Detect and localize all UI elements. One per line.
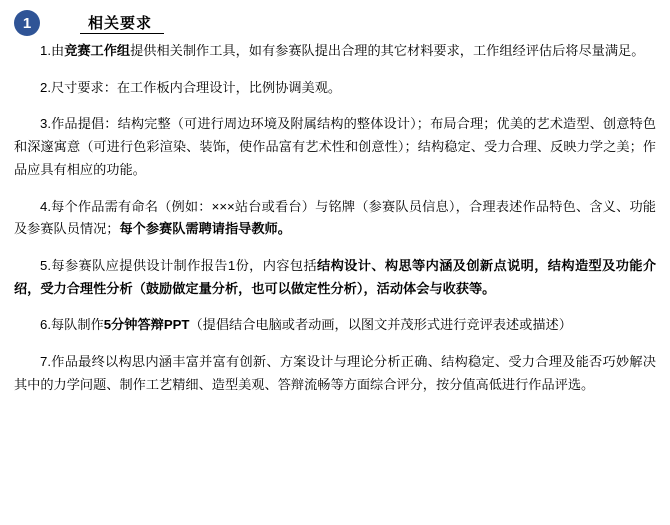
paragraph-requirement-6 bbox=[14, 314, 656, 337]
paragraph-requirement-5 bbox=[14, 255, 656, 300]
text-run: 1.由 bbox=[40, 43, 65, 58]
paragraph-requirement-4 bbox=[14, 196, 656, 241]
paragraph-requirement-7 bbox=[14, 351, 656, 396]
text-run: 4.每个作品需有命名（例如：×××站台或看台）与铭牌（参赛队员信息），合理表述作品特色、含义、功能及参赛队员情况； bbox=[14, 198, 656, 237]
text-run: 2.尺寸要求：在工作板内合理设计，比例协调美观。 bbox=[40, 79, 342, 95]
section-header bbox=[0, 0, 670, 40]
paragraph-requirement-1 bbox=[14, 40, 656, 63]
text-run: 每个参赛队需聘请指导教师。 bbox=[119, 221, 291, 237]
text-run: 竞赛工作组 bbox=[64, 43, 131, 58]
text-run: 7.作品最终以构思内涵丰富并富有创新、方案设计与理论分析正确、结构稳定、受力合理及能否巧妙解决其中的力学问题、制作工艺精细、造型美观、答辩流畅等方面综合评分，按分值高低进行作品评选。 bbox=[14, 354, 656, 392]
requirements-list bbox=[0, 40, 670, 396]
text-run: 3.作品提倡：结构完整（可进行周边环境及附属结构的整体设计）；布局合理；优美的艺术造型、创意特色和深邃寓意（可进行色彩渲染、装饰，使作品富有艺术性和创意性）；结构稳定、受力合理、反映力学之美；作品应具有相应的功能。 bbox=[14, 116, 656, 177]
text-run: 6.每队制作 bbox=[40, 317, 104, 333]
text-run: 5.每参赛队应提供设计制作报告1份，内容包括 bbox=[40, 257, 318, 273]
text-run: 5分钟 bbox=[103, 317, 138, 333]
text-run: 结构设计、构思等内涵及创新点说明，结构造型及功能介绍，受力合理性分析（鼓励做定量分析，也可以做定性分析），活动体会与收获等。 bbox=[14, 257, 656, 296]
text-run: 提供相关制作工具，如有参赛队提出合理的其它材料要求，工作组经评估后将尽量满足。 bbox=[130, 43, 645, 58]
paragraph-requirement-3 bbox=[14, 113, 656, 181]
title-underline bbox=[80, 33, 164, 34]
section-number-badge: 1 bbox=[14, 10, 40, 36]
text-run: （提倡结合电脑或者动画，以图文并茂形式进行竞评表述或描述） bbox=[189, 317, 572, 333]
page-title: 相关要求 bbox=[88, 14, 153, 32]
text-run: 答辩PPT bbox=[137, 317, 190, 333]
paragraph-requirement-2 bbox=[14, 77, 656, 100]
